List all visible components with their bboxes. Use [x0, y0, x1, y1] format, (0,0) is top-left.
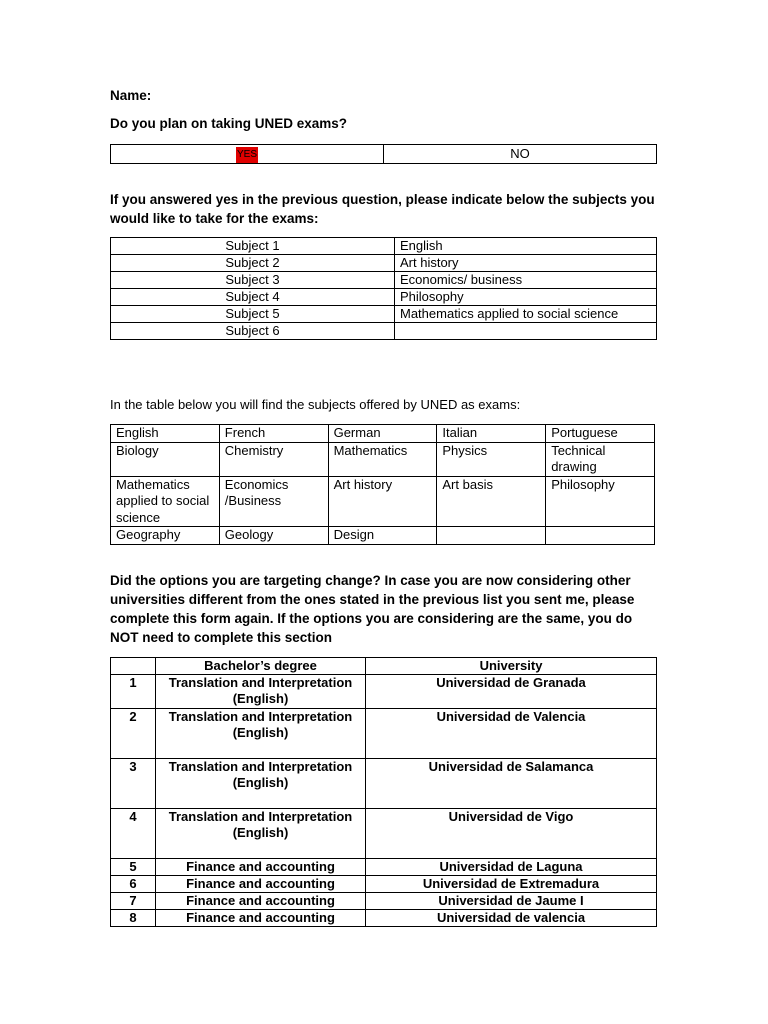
subjects-question: If you answered yes in the previous question, please indicate below the subjects you would like to take for the exams: [110, 192, 655, 226]
table-row [111, 910, 657, 927]
row-university: Universidad de Valencia [366, 709, 657, 759]
table-cell [437, 527, 546, 545]
table-cell: Chemistry [219, 442, 328, 476]
subject-row [111, 272, 657, 289]
subject-row [111, 306, 657, 323]
table-cell: Portuguese [546, 425, 655, 443]
table-row [111, 527, 655, 545]
yes-cell[interactable] [111, 145, 384, 164]
table-cell: Art history [328, 476, 437, 527]
row-num: 8 [111, 910, 156, 927]
subject-value[interactable]: Mathematics applied to social science [395, 306, 657, 323]
row-degree: Finance and accounting [156, 893, 366, 910]
table-cell: Italian [437, 425, 546, 443]
row-university: Universidad de Vigo [366, 809, 657, 859]
subject-value[interactable]: English [395, 238, 657, 255]
options-question: Did the options you are targeting change? In case you are now considering other universities different from the ones stated in the previous list you sent me, please complete this form again. If the options you are considering are the same, you do NOT need to complete this section [110, 573, 635, 645]
table-row [111, 675, 657, 709]
subject-row [111, 323, 657, 340]
offered-subjects-table [110, 424, 655, 545]
table-cell: Physics [437, 442, 546, 476]
name-label: Name: [110, 88, 152, 103]
subject-row [111, 255, 657, 272]
row-degree: Translation and Interpretation (English) [156, 759, 366, 809]
offered-intro: In the table below you will find the subjects offered by UNED as exams: [110, 397, 521, 412]
row-degree: Translation and Interpretation (English) [156, 809, 366, 859]
subject-value[interactable]: Philosophy [395, 289, 657, 306]
table-row [111, 442, 655, 476]
row-num: 5 [111, 859, 156, 876]
row-degree: Finance and accounting [156, 910, 366, 927]
row-university: Universidad de Jaume I [366, 893, 657, 910]
row-university: Universidad de Salamanca [366, 759, 657, 809]
table-cell [546, 527, 655, 545]
table-header-row [111, 658, 657, 675]
row-num: 2 [111, 709, 156, 759]
table-row [111, 859, 657, 876]
header-degree: Bachelor’s degree [156, 658, 366, 675]
uned-question: Do you plan on taking UNED exams? [110, 116, 348, 131]
subject-value[interactable]: Economics/ business [395, 272, 657, 289]
subject-label: Subject 2 [111, 255, 395, 272]
table-cell: Geology [219, 527, 328, 545]
table-cell: Geography [111, 527, 220, 545]
table-cell: Biology [111, 442, 220, 476]
row-num: 3 [111, 759, 156, 809]
table-row [111, 893, 657, 910]
row-degree: Translation and Interpretation (English) [156, 709, 366, 759]
table-row [111, 876, 657, 893]
row-degree: Finance and accounting [156, 876, 366, 893]
yes-no-table [110, 144, 657, 164]
yes-answer: YES [236, 147, 258, 163]
row-num: 6 [111, 876, 156, 893]
row-university: Universidad de Granada [366, 675, 657, 709]
row-university: Universidad de Extremadura [366, 876, 657, 893]
table-cell: English [111, 425, 220, 443]
header-university: University [366, 658, 657, 675]
subject-label: Subject 3 [111, 272, 395, 289]
chosen-subjects-table [110, 237, 657, 340]
table-cell: Art basis [437, 476, 546, 527]
table-cell: French [219, 425, 328, 443]
row-num: 7 [111, 893, 156, 910]
no-cell[interactable]: NO [384, 145, 657, 164]
table-row [111, 709, 657, 759]
row-degree: Translation and Interpretation (English) [156, 675, 366, 709]
subject-row [111, 238, 657, 255]
table-row [111, 476, 655, 527]
subject-row [111, 289, 657, 306]
table-row [111, 809, 657, 859]
subject-label: Subject 6 [111, 323, 395, 340]
subject-label: Subject 5 [111, 306, 395, 323]
table-cell: Mathematics [328, 442, 437, 476]
row-num: 1 [111, 675, 156, 709]
table-cell: Technical drawing [546, 442, 655, 476]
subject-value[interactable] [395, 323, 657, 340]
table-cell: German [328, 425, 437, 443]
row-degree: Finance and accounting [156, 859, 366, 876]
subject-label: Subject 4 [111, 289, 395, 306]
row-university: Universidad de valencia [366, 910, 657, 927]
table-cell: Economics /Business [219, 476, 328, 527]
table-cell: Philosophy [546, 476, 655, 527]
degrees-table [110, 657, 657, 927]
subject-value[interactable]: Art history [395, 255, 657, 272]
row-university: Universidad de Laguna [366, 859, 657, 876]
table-row [111, 759, 657, 809]
table-cell: Mathematics applied to social science [111, 476, 220, 527]
subject-label: Subject 1 [111, 238, 395, 255]
row-num: 4 [111, 809, 156, 859]
header-num [111, 658, 156, 675]
table-cell: Design [328, 527, 437, 545]
table-row [111, 425, 655, 443]
